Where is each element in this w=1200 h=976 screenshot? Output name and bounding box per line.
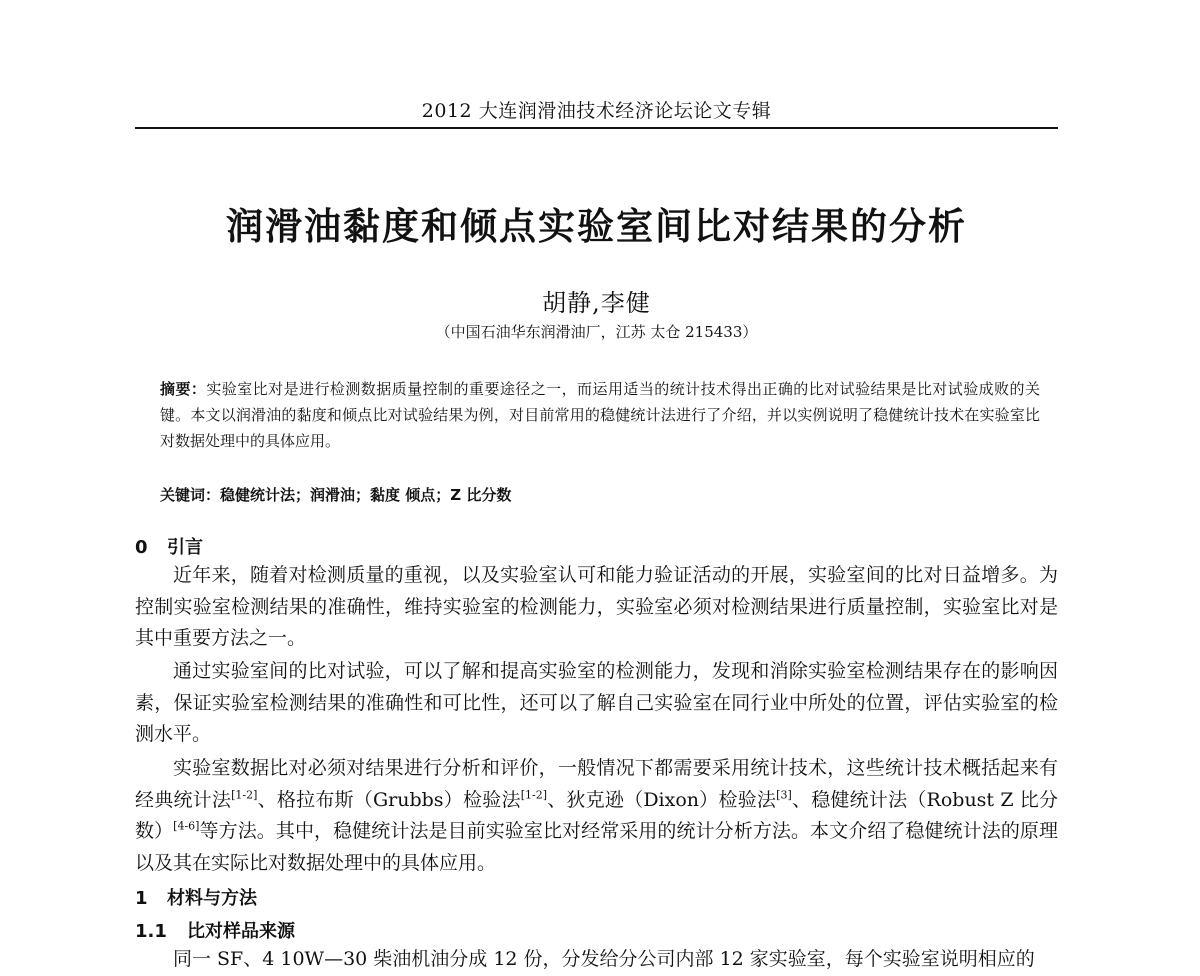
abstract [160, 376, 1040, 454]
keywords-label: 关键词： [160, 486, 221, 504]
paragraph-2: 通过实验室间的比对试验，可以了解和提高实验室的检测能力，发现和消除实验室检测结果存在的影响因素，保证实验室检测结果的准确性和可比性，还可以了解自己实验室在同行业中所处的位置，评估实验室的检测水平。 [135, 660, 1058, 745]
paragraph-3-text-b: 、格拉布斯（Grubbs）检验法 [257, 788, 521, 811]
article-authors: 胡静,李健 [542, 289, 651, 317]
section-number: 1 [135, 888, 148, 909]
keywords [160, 482, 1040, 508]
citation-ref: [4-6] [173, 819, 200, 833]
section-heading-sample-source [135, 917, 295, 943]
section-title: 材料与方法 [167, 888, 257, 909]
article-title: 润滑油黏度和倾点实验室间比对结果的分析 [226, 205, 967, 248]
section-heading-introduction [135, 533, 203, 559]
keywords-text: 稳健统计法；润滑油；黏度 倾点；Z 比分数 [220, 486, 512, 504]
paragraph-3-text-d: 、稳健统计法（Robust Z 比分数） [135, 788, 1059, 842]
abstract-text: 实验室比对是进行检测数据质量控制的重要途径之一，而运用适当的统计技术得出正确的比对试验结果是比对试验成败的关键。本文以润滑油的黏度和倾点比对试验结果为例，对目前常用的稳健统计法进行了介绍，并以实例说明了稳健统计技术在实验室比对数据处理中的具体应用。 [160, 380, 1040, 450]
paragraph-3 [135, 753, 1058, 879]
paragraph-4-partial: 同一 SF、4 10W—30 柴油机油分成 12 份，分发给分公司内部 12 家实验室，每个实验室说明相应的 [173, 948, 1035, 970]
section-number: 0 [135, 537, 148, 558]
paragraph-1: 近年来，随着对检测质量的重视，以及实验室认可和能力验证活动的开展，实验室间的比对日益增多。为控制实验室检测结果的准确性，维持实验室的检测能力，实验室必须对检测结果进行质量控制，实验室比对是其中重要方法之一。 [135, 564, 1058, 649]
section-title: 引言 [167, 537, 203, 558]
paragraph-3-text-e: 等方法。其中，稳健统计法是目前实验室比对经常采用的统计分析方法。本文介绍了稳健统计法的原理以及其在实际比对数据处理中的具体应用。 [135, 820, 1058, 874]
citation-ref: [1-2] [231, 788, 258, 802]
citation-ref: [3] [776, 788, 792, 802]
section-title: 比对样品来源 [187, 921, 295, 942]
section-number: 1.1 [135, 921, 167, 942]
paragraph-3-text-a: 实验室数据比对必须对结果进行分析和评价，一般情况下都需要采用统计技术，这些统计技术概括起来有经典统计法 [135, 757, 1058, 811]
section-heading-materials-methods [135, 884, 257, 910]
abstract-label: 摘要： [160, 380, 207, 398]
paragraph-3-text-c: 、狄克逊（Dixon）检验法 [546, 788, 777, 811]
header-rule [135, 127, 1058, 129]
article-affiliation: （中国石油华东润滑油厂，江苏 太仓 215433） [435, 323, 758, 341]
citation-ref: [1-2] [520, 788, 547, 802]
running-header: 2012 大连润滑油技术经济论坛论文专辑 [421, 100, 772, 122]
